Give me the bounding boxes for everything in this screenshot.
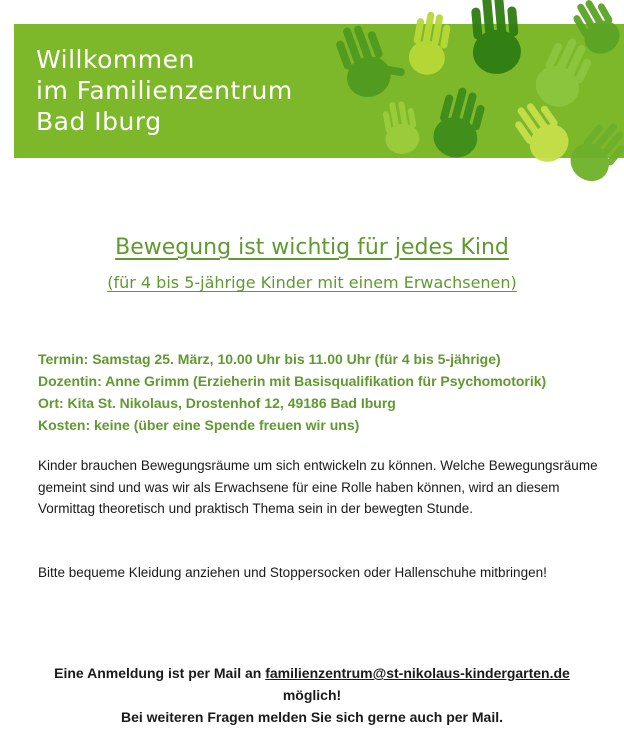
detail-termin: Termin: Samstag 25. März, 10.00 Uhr bis 11.00 Uhr (für 4 bis 5-jährige) xyxy=(38,351,501,367)
footer-line-2: möglich! xyxy=(282,687,342,703)
banner-title-line-3: Bad Iburg xyxy=(36,107,162,136)
banner-title-line-1: Willkommen xyxy=(36,45,195,74)
event-headline: Bewegung ist wichtig für jedes Kind xyxy=(115,235,509,260)
banner-title xyxy=(36,44,293,137)
detail-kosten: Kosten: keine (über eine Spende freuen wir uns) xyxy=(38,417,360,433)
detail-dozentin: Dozentin: Anne Grimm (Erzieherin mit Basisqualifikation für Psychomotorik) xyxy=(38,373,547,389)
clothing-note: Bitte bequeme Kleidung anziehen und Stoppersocken oder Hallenschuhe mitbringen! xyxy=(38,565,547,580)
footer-line-3: Bei weiteren Fragen melden Sie sich gerne auch per Mail. xyxy=(120,709,503,725)
registration-footer xyxy=(0,662,624,728)
handprints-decoration-icon xyxy=(290,0,624,190)
event-subheadline: (für 4 bis 5-jährige Kinder mit einem Erwachsenen) xyxy=(107,273,517,292)
footer-line-1 xyxy=(0,662,624,684)
footer-prefix: Eine Anmeldung ist per Mail an xyxy=(54,665,266,681)
description-paragraph: Kinder brauchen Bewegungsräume um sich entwickeln zu können. Welche Bewegungsräume gemeint sind und was wir als Erwachsene für eine Rolle haben können, wird an diesem Vormittag theoretisch und praktisch Thema sein in der bewegten Stunde. xyxy=(38,458,598,516)
email-link[interactable]: familienzentrum@st-nikolaus-kindergarten.de xyxy=(265,665,570,681)
event-details xyxy=(38,348,598,436)
banner-title-line-2: im Familienzentrum xyxy=(36,76,293,105)
detail-ort: Ort: Kita St. Nikolaus, Drostenhof 12, 49186 Bad Iburg xyxy=(38,395,396,411)
